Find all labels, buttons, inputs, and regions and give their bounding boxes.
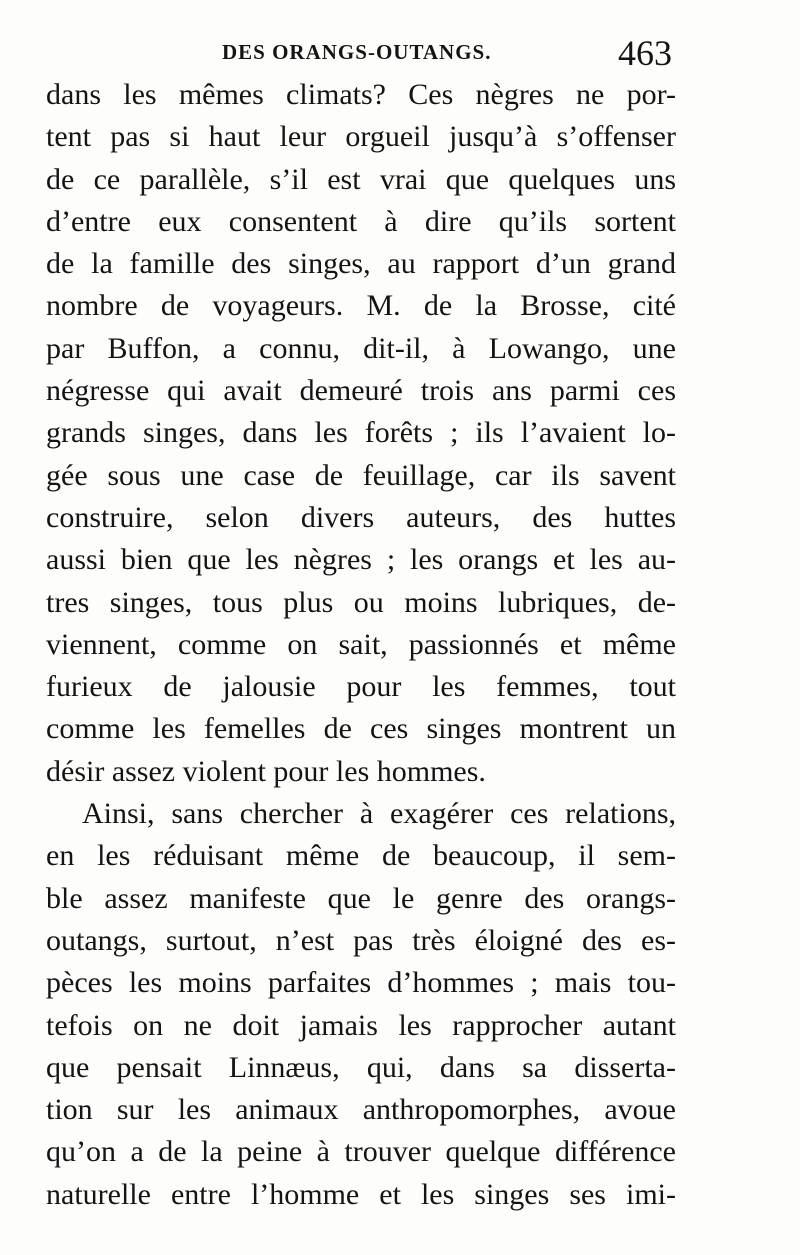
text-line: en les réduisant même de beaucoup, il sem- xyxy=(46,839,676,873)
text-line: comme les femelles de ces singes montrent un xyxy=(46,712,676,746)
text-line: par Buffon, a connu, dit-il, à Lowango, une xyxy=(46,331,676,365)
text-line: ble assez manifeste que le genre des orangs- xyxy=(46,881,676,915)
text-line: aussi bien que les nègres ; les orangs et les au- xyxy=(46,543,676,577)
text-line: qu’on a de la peine à trouver quelque différence xyxy=(46,1135,676,1169)
running-title: DES ORANGS-OUTANGS. xyxy=(222,40,492,64)
text-line: tent pas si haut leur orgueil jusqu’à s’offenser xyxy=(46,120,676,154)
page-header xyxy=(0,34,800,74)
text-line: d’entre eux consentent à dire qu’ils sortent xyxy=(46,204,676,238)
text-line: tion sur les animaux anthropomorphes, avoue xyxy=(46,1093,676,1127)
text-line: viennent, comme on sait, passionnés et même xyxy=(46,627,676,661)
page-number: 463 xyxy=(618,33,672,73)
text-line: outangs, surtout, n’est pas très éloigné des es- xyxy=(46,923,676,957)
text-line: dans les mêmes climats? Ces nègres ne por- xyxy=(46,78,676,111)
text-line: gée sous une case de feuillage, car ils savent xyxy=(46,458,676,492)
text-line: que pensait Linnæus, qui, dans sa disserta- xyxy=(46,1050,676,1084)
text-line: furieux de jalousie pour les femmes, tout xyxy=(46,670,676,704)
paragraph-first-line: Ainsi, sans chercher à exagérer ces relations, xyxy=(82,797,676,831)
paragraph-last-line: désir assez violent pour les hommes. xyxy=(46,754,486,788)
text-line: de ce parallèle, s’il est vrai que quelques uns xyxy=(46,162,676,196)
text-line: tefois on ne doit jamais les rapprocher autant xyxy=(46,1008,676,1042)
text-line: tres singes, tous plus ou moins lubriques, de- xyxy=(46,585,676,619)
text-line: naturelle entre l’homme et les singes ses imi- xyxy=(46,1177,676,1211)
text-line: pèces les moins parfaites d’hommes ; mais tou- xyxy=(46,966,676,1000)
text-line: nombre de voyageurs. M. de la Brosse, cité xyxy=(46,289,676,323)
text-line: de la famille des singes, au rapport d’un grand xyxy=(46,247,676,281)
text-line: grands singes, dans les forêts ; ils l’avaient lo- xyxy=(46,416,676,450)
text-line: construire, selon divers auteurs, des huttes xyxy=(46,500,676,534)
text-line: négresse qui avait demeuré trois ans parmi ces xyxy=(46,374,676,408)
body-text xyxy=(46,74,676,1216)
